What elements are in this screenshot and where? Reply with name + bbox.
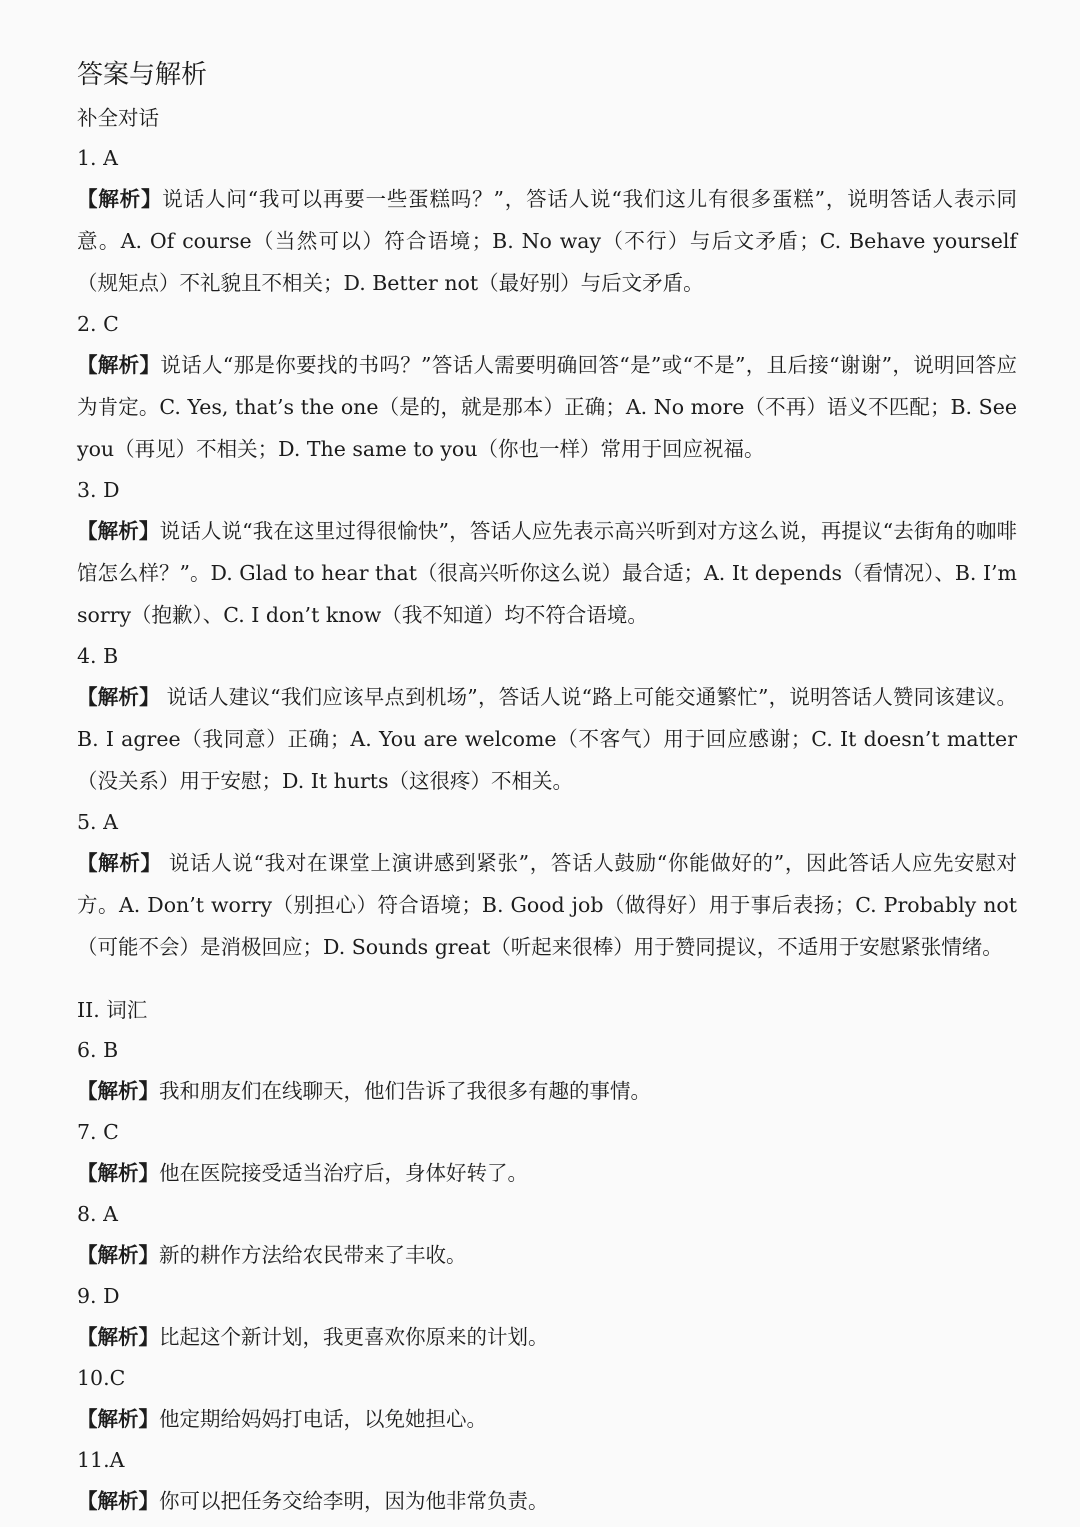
explanation-tag: 【解析】 [77, 1243, 159, 1267]
question-number: 6. B [77, 1038, 119, 1062]
explanation-text: 我和朋友们在线聊天，他们告诉了我很多有趣的事情。 [159, 1079, 651, 1103]
explanation-text: 他在医院接受适当治疗后，身体好转了。 [159, 1161, 528, 1185]
explanation [77, 1234, 1017, 1276]
explanation-text: 你可以把任务交给李明，因为他非常负责。 [159, 1489, 549, 1513]
question-number: 11.A [77, 1448, 125, 1472]
question-number: 1. A [77, 146, 118, 170]
explanation-tag: 【解析】 [77, 519, 160, 543]
explanation [77, 1070, 1017, 1112]
explanation-text: 说话人建议“我们应该早点到机场”，答话人说“路上可能交通繁忙”，说明答话人赞同该建议。B. I agree（我同意）正确；A. You are welcome（不客气）用于回应感谢；C. It doesn’t matter（没关系）用于安慰；D. It hurts（这很疼）不相关。 [77, 685, 1018, 793]
explanation [77, 1316, 1017, 1358]
question-number: 4. B [77, 644, 119, 668]
question-number: 8. A [77, 1202, 118, 1226]
explanation [77, 1398, 1017, 1440]
section-vocabulary-heading: II. 词汇 [77, 998, 148, 1022]
explanation-tag: 【解析】 [77, 1161, 159, 1185]
explanation-text: 说话人“那是你要找的书吗？”答话人需要明确回答“是”或“不是”，且后接“谢谢”，说明回答应为肯定。C. Yes, that’s the one（是的，就是那本）正确；A. No more（不再）语义不匹配；B. See you（再见）不相关；D. The same to you（你也一样）常用于回应祝福。 [77, 353, 1018, 461]
section-dialogue-heading: 补全对话 [77, 106, 159, 130]
explanation-text: 比起这个新计划，我更喜欢你原来的计划。 [159, 1325, 549, 1349]
explanation-tag: 【解析】 [77, 353, 161, 377]
explanation [77, 1152, 1017, 1194]
explanation-tag: 【解析】 [77, 187, 163, 211]
explanation-text: 新的耕作方法给农民带来了丰收。 [159, 1243, 467, 1267]
explanation [77, 676, 1017, 802]
explanation-tag: 【解析】 [77, 1325, 159, 1349]
spacer [77, 968, 1020, 990]
explanation-tag: 【解析】 [77, 851, 162, 875]
explanation-text: 说话人说“我对在课堂上演讲感到紧张”，答话人鼓励“你能做好的”，因此答话人应先安慰对方。A. Don’t worry（别担心）符合语境；B. Good job（做得好）用于事后表扬；C. Probably not（可能不会）是消极回应；D. Sounds great（听起来很棒）用于赞同提议，不适用于安慰紧张情绪。 [77, 851, 1018, 959]
question-number: 3. D [77, 478, 120, 502]
question-number: 5. A [77, 810, 118, 834]
explanation-text: 说话人说“我在这里过得很愉快”，答话人应先表示高兴听到对方这么说，再提议“去街角的咖啡馆怎么样？”。D. Glad to hear that（很高兴听你这么说）最合适；A. It depends（看情况）、B. I’m sorry（抱歉）、C. I don’t know（我不知道）均不符合语境。 [77, 519, 1017, 627]
explanation-tag: 【解析】 [77, 685, 160, 709]
explanation [77, 510, 1017, 636]
question-number: 2. C [77, 312, 119, 336]
explanation-tag: 【解析】 [77, 1489, 159, 1513]
question-number: 7. C [77, 1120, 119, 1144]
explanation-text: 他定期给妈妈打电话，以免她担心。 [159, 1407, 487, 1431]
question-number: 9. D [77, 1284, 120, 1308]
page-title: 答案与解析 [77, 60, 208, 90]
explanation-tag: 【解析】 [77, 1079, 159, 1103]
explanation [77, 842, 1017, 968]
explanation [77, 344, 1017, 470]
explanation-tag: 【解析】 [77, 1407, 159, 1431]
explanation [77, 1480, 1017, 1522]
question-number: 10.C [77, 1366, 126, 1390]
explanation [77, 178, 1017, 304]
explanation-text: 说话人问“我可以再要一些蛋糕吗？”，答话人说“我们这儿有很多蛋糕”，说明答话人表示同意。A. Of course（当然可以）符合语境；B. No way（不行）与后文矛盾；C. Behave yourself（规矩点）不礼貌且不相关；D. Better not（最好别）与后文矛盾。 [77, 187, 1017, 295]
